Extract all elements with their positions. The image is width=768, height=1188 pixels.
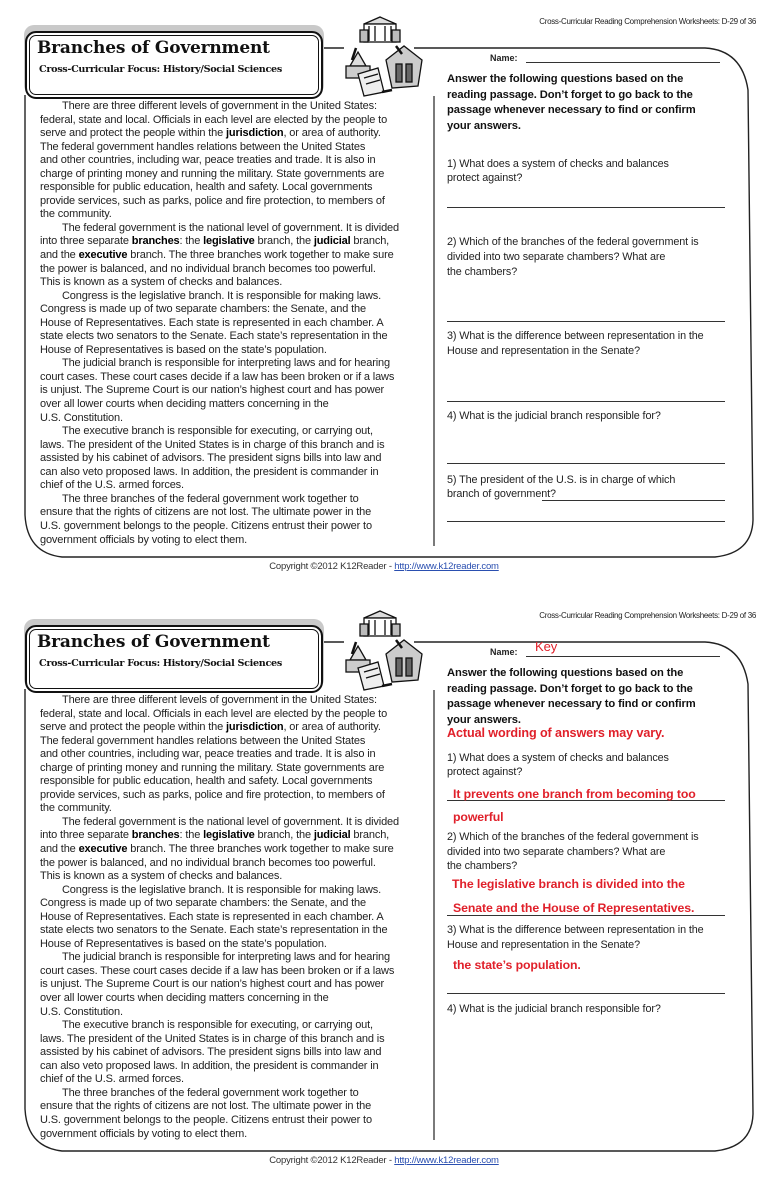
copyright <box>0 1155 768 1166</box>
vocabulary-term: branches <box>131 235 180 248</box>
passage-line <box>40 1087 399 1101</box>
answer-line[interactable] <box>447 207 725 208</box>
vocabulary-term: legislative <box>203 235 255 248</box>
passage-text: and other countries, including war, peace treaties and trade. It is also in <box>40 748 376 761</box>
passage-text: U.S. government belongs to the people. Citizens entrust their power to <box>40 1113 372 1126</box>
passage-line <box>40 951 399 965</box>
passage-line <box>40 263 399 277</box>
passage-text: assisted by his cabinet of advisors. The president signs bills into law and <box>40 452 382 465</box>
passage-text: House of Representatives is based on the state’s population. <box>40 343 327 356</box>
passage-line <box>40 1060 399 1074</box>
vocabulary-term: executive <box>78 843 128 856</box>
reading-passage <box>40 694 399 1141</box>
passage-line <box>40 924 399 938</box>
passage-text: Congress is made up of two separate chambers: the Senate, and the <box>40 303 366 316</box>
question-text: protect against? <box>447 172 523 184</box>
name-label: Name: <box>490 647 518 657</box>
question-text: 1) What does a system of checks and balances <box>447 752 669 764</box>
passage-text: government officials by voting to elect them. <box>40 1127 248 1140</box>
vocabulary-term: branches <box>131 829 180 842</box>
passage-line <box>40 1019 399 1033</box>
name-label: Name: <box>490 53 518 63</box>
passage-line <box>40 802 399 816</box>
passage-line <box>40 222 399 236</box>
answer-line[interactable] <box>447 521 725 522</box>
passage-line <box>40 735 399 749</box>
passage-text: , or area of authority. <box>283 127 381 140</box>
passage-text: over all lower courts when deciding matters concerning in the <box>40 398 329 411</box>
passage-line <box>40 344 399 358</box>
passage-line <box>40 1100 399 1114</box>
government-buildings-icon <box>338 610 424 697</box>
passage-text: The federal government is the national level of government. It is divided <box>62 815 399 828</box>
passage-text: branch, the <box>254 829 314 842</box>
passage-line <box>40 534 399 548</box>
question-text: 1) What does a system of checks and balances <box>447 158 669 170</box>
passage-line <box>40 181 399 195</box>
vocabulary-term: jurisdiction <box>226 127 284 140</box>
passage-line <box>40 965 399 979</box>
passage-text: The executive branch is responsible for executing, or carrying out, <box>62 425 373 438</box>
passage-line <box>40 452 399 466</box>
question-text: divided into two separate chambers? What are <box>447 846 666 858</box>
passage-line <box>40 857 399 871</box>
passage-text: branch, the <box>254 235 314 248</box>
worksheet-subtitle: Cross-Curricular Focus: History/Social Sciences <box>39 658 282 669</box>
copyright-text: Copyright ©2012 K12Reader - <box>269 1155 395 1166</box>
passage-text: The three branches of the federal government work together to <box>62 492 359 505</box>
passage-text: is unjust. The Supreme Court is our nation’s highest court and has power <box>40 384 385 397</box>
name-field[interactable] <box>526 656 720 657</box>
passage-text: Congress is the legislative branch. It is responsible for making laws. <box>62 883 382 896</box>
instructions-line: passage whenever necessary to find or confirm <box>447 698 696 710</box>
question-text: protect against? <box>447 766 523 778</box>
passage-text: serve and protect the people within the <box>40 721 227 734</box>
vocabulary-term: jurisdiction <box>226 721 284 734</box>
passage-text: ensure that the rights of citizens are not lost. The ultimate power in the <box>40 1100 372 1113</box>
passage-line <box>40 978 399 992</box>
passage-line <box>40 100 399 114</box>
passage-text: and the <box>40 843 79 856</box>
passage-text: : the <box>179 829 204 842</box>
passage-line <box>40 154 399 168</box>
passage-text: the power is balanced, and no individual branch becomes too powerful. <box>40 856 376 869</box>
passage-text: ensure that the rights of citizens are not lost. The ultimate power in the <box>40 506 372 519</box>
passage-text: government officials by voting to elect them. <box>40 533 248 546</box>
passage-line <box>40 208 399 222</box>
copyright-text: Copyright ©2012 K12Reader - <box>269 561 395 572</box>
passage-line <box>40 493 399 507</box>
passage-text: branch. The three branches work together to make sure <box>127 843 394 856</box>
passage-line <box>40 398 399 412</box>
passage-line <box>40 843 399 857</box>
passage-text: branch. The three branches work together to make sure <box>127 249 394 262</box>
k12reader-link[interactable]: http://www.k12reader.com <box>394 1155 499 1166</box>
passage-text: This is known as a system of checks and balances. <box>40 870 283 883</box>
passage-line <box>40 317 399 331</box>
passage-text: House of Representatives. Each state is represented in each chamber. A <box>40 910 384 923</box>
passage-line <box>40 235 399 249</box>
passage-text: The federal government handles relations between the United States <box>40 734 366 747</box>
answer-line[interactable] <box>542 500 725 501</box>
vocabulary-term: legislative <box>203 829 255 842</box>
passage-text: Congress is the legislative branch. It is responsible for making laws. <box>62 289 382 302</box>
worksheet-subtitle: Cross-Curricular Focus: History/Social Sciences <box>39 64 282 75</box>
name-value: Key <box>535 639 558 654</box>
question-text: the chambers? <box>447 860 518 872</box>
reading-passage <box>40 100 399 547</box>
passage-line <box>40 1114 399 1128</box>
answer-line[interactable] <box>447 993 725 994</box>
copyright <box>0 561 768 572</box>
passage-line <box>40 897 399 911</box>
passage-text: Congress is made up of two separate chambers: the Senate, and the <box>40 897 366 910</box>
passage-text: charge of printing money and running the military. State governments are <box>40 761 385 774</box>
name-field[interactable] <box>526 62 720 63</box>
vocabulary-term: judicial <box>313 235 351 248</box>
passage-line <box>40 870 399 884</box>
instructions-line: passage whenever necessary to find or confirm <box>447 104 696 116</box>
passage-text: branch, <box>350 235 390 248</box>
passage-text: federal, state and local. Officials in each level are elected by the people to <box>40 707 388 720</box>
passage-text: assisted by his cabinet of advisors. The president signs bills into law and <box>40 1046 382 1059</box>
passage-text: into three separate <box>40 235 132 248</box>
answer-line[interactable] <box>447 463 725 464</box>
passage-line <box>40 506 399 520</box>
passage-text: : the <box>179 235 204 248</box>
question-text: 4) What is the judicial branch responsible for? <box>447 1003 661 1015</box>
passage-line <box>40 762 399 776</box>
series-header: Cross-Curricular Reading Comprehension Worksheets: D-29 of 36 <box>539 611 756 620</box>
passage-text: and the <box>40 249 79 262</box>
passage-text: state elects two senators to the Senate. Each state’s representation in the <box>40 924 388 937</box>
passage-line <box>40 330 399 344</box>
answer-text: It prevents one branch from becoming too <box>453 787 696 801</box>
passage-line <box>40 290 399 304</box>
question-text: 3) What is the difference between representation in the <box>447 924 704 936</box>
instructions-line: your answers. <box>447 714 521 726</box>
passage-text: There are three different levels of government in the United States: <box>62 694 377 706</box>
passage-text: U.S. government belongs to the people. Citizens entrust their power to <box>40 519 372 532</box>
passage-line <box>40 141 399 155</box>
passage-line <box>40 789 399 803</box>
worksheet-page <box>0 594 768 1188</box>
question-text: the chambers? <box>447 266 518 278</box>
passage-text: can also veto proposed laws. In addition, the president is commander in <box>40 1059 379 1072</box>
passage-text: can also veto proposed laws. In addition, the president is commander in <box>40 465 379 478</box>
passage-text: responsible for public education, health and safety. Local governments <box>40 181 373 194</box>
passage-text: charge of printing money and running the military. State governments are <box>40 167 385 180</box>
passage-line <box>40 520 399 534</box>
question-text: divided into two separate chambers? What are <box>447 251 666 263</box>
passage-line <box>40 168 399 182</box>
passage-text: the power is balanced, and no individual branch becomes too powerful. <box>40 262 376 275</box>
answer-text: the state’s population. <box>453 958 581 972</box>
passage-line <box>40 466 399 480</box>
question-text: 2) Which of the branches of the federal government is <box>447 831 699 843</box>
series-header: Cross-Curricular Reading Comprehension Worksheets: D-29 of 36 <box>539 17 756 26</box>
passage-text: laws. The president of the United States is in charge of this branch and is <box>40 1032 385 1045</box>
passage-text: There are three different levels of government in the United States: <box>62 100 377 112</box>
passage-line <box>40 127 399 141</box>
passage-text: chief of the U.S. armed forces. <box>40 1073 184 1086</box>
passage-line <box>40 748 399 762</box>
passage-text: The judicial branch is responsible for interpreting laws and for hearing <box>62 357 390 370</box>
passage-line <box>40 276 399 290</box>
instructions-line: reading passage. Don’t forget to go back to the <box>447 89 693 101</box>
passage-text: the community. <box>40 208 112 221</box>
passage-line <box>40 911 399 925</box>
passage-line <box>40 694 399 708</box>
passage-text: House of Representatives. Each state is represented in each chamber. A <box>40 316 384 329</box>
vocabulary-term: judicial <box>313 829 351 842</box>
answer-text: Senate and the House of Representatives. <box>453 901 695 915</box>
passage-line <box>40 1046 399 1060</box>
passage-text: U.S. Constitution. <box>40 1005 123 1018</box>
passage-text: provide services, such as parks, police and fire protection, to members of <box>40 788 385 801</box>
passage-line <box>40 195 399 209</box>
passage-text: provide services, such as parks, police and fire protection, to members of <box>40 194 385 207</box>
passage-text: chief of the U.S. armed forces. <box>40 479 184 492</box>
answer-line[interactable] <box>447 321 725 322</box>
passage-line <box>40 938 399 952</box>
passage-text: The executive branch is responsible for executing, or carrying out, <box>62 1019 373 1032</box>
answer-line[interactable] <box>447 915 725 916</box>
passage-text: The three branches of the federal government work together to <box>62 1086 359 1099</box>
worksheet-title: Branches of Government <box>37 38 270 58</box>
passage-text: This is known as a system of checks and balances. <box>40 276 283 289</box>
passage-text: House of Representatives is based on the state’s population. <box>40 937 327 950</box>
passage-text: state elects two senators to the Senate. Each state’s representation in the <box>40 330 388 343</box>
passage-text: The judicial branch is responsible for interpreting laws and for hearing <box>62 951 390 964</box>
vocabulary-term: executive <box>78 249 128 262</box>
passage-line <box>40 114 399 128</box>
passage-line <box>40 1033 399 1047</box>
passage-line <box>40 425 399 439</box>
question-text: House and representation in the Senate? <box>447 939 640 951</box>
question-text: 5) The president of the U.S. is in charge of which <box>447 474 676 486</box>
k12reader-link[interactable]: http://www.k12reader.com <box>394 561 499 572</box>
passage-text: court cases. These court cases decide if a law has been broken or if a laws <box>40 964 395 977</box>
passage-line <box>40 708 399 722</box>
passage-text: and other countries, including war, peace treaties and trade. It is also in <box>40 154 376 167</box>
passage-text: laws. The president of the United States is in charge of this branch and is <box>40 438 385 451</box>
answer-text: The legislative branch is divided into the <box>452 877 685 891</box>
passage-line <box>40 721 399 735</box>
passage-text: over all lower courts when deciding matters concerning in the <box>40 992 329 1005</box>
passage-text: U.S. Constitution. <box>40 411 123 424</box>
question-text: House and representation in the Senate? <box>447 345 640 357</box>
instructions-line: Answer the following questions based on the <box>447 667 684 679</box>
passage-text: branch, <box>350 829 390 842</box>
passage-line <box>40 1128 399 1142</box>
instructions-line: Answer the following questions based on the <box>447 73 684 85</box>
passage-line <box>40 775 399 789</box>
passage-line <box>40 412 399 426</box>
passage-line <box>40 371 399 385</box>
question-text: 2) Which of the branches of the federal government is <box>447 236 699 248</box>
passage-line <box>40 1073 399 1087</box>
question-text: 3) What is the difference between representation in the <box>447 330 704 342</box>
passage-line <box>40 249 399 263</box>
instructions-line: your answers. <box>447 120 521 132</box>
passage-text: , or area of authority. <box>283 721 381 734</box>
passage-line <box>40 303 399 317</box>
passage-text: federal, state and local. Officials in each level are elected by the people to <box>40 113 388 126</box>
passage-line <box>40 884 399 898</box>
passage-text: serve and protect the people within the <box>40 127 227 140</box>
passage-line <box>40 384 399 398</box>
passage-line <box>40 1006 399 1020</box>
passage-text: into three separate <box>40 829 132 842</box>
passage-text: responsible for public education, health and safety. Local governments <box>40 775 373 788</box>
instructions-line: reading passage. Don’t forget to go back to the <box>447 683 693 695</box>
answer-key-note: Actual wording of answers may vary. <box>447 726 665 740</box>
answer-line[interactable] <box>447 401 725 402</box>
worksheet-title: Branches of Government <box>37 632 270 652</box>
passage-text: The federal government is the national level of government. It is divided <box>62 221 399 234</box>
question-text: branch of government? <box>447 488 556 500</box>
passage-line <box>40 439 399 453</box>
government-buildings-icon <box>338 16 424 103</box>
passage-text: court cases. These court cases decide if a law has been broken or if a laws <box>40 370 395 383</box>
question-text: 4) What is the judicial branch responsible for? <box>447 410 661 422</box>
passage-text: is unjust. The Supreme Court is our nation’s highest court and has power <box>40 978 385 991</box>
passage-line <box>40 829 399 843</box>
passage-line <box>40 816 399 830</box>
passage-line <box>40 479 399 493</box>
passage-line <box>40 992 399 1006</box>
passage-line <box>40 357 399 371</box>
passage-text: The federal government handles relations between the United States <box>40 140 366 153</box>
passage-text: the community. <box>40 802 112 815</box>
answer-text: powerful <box>453 810 504 824</box>
